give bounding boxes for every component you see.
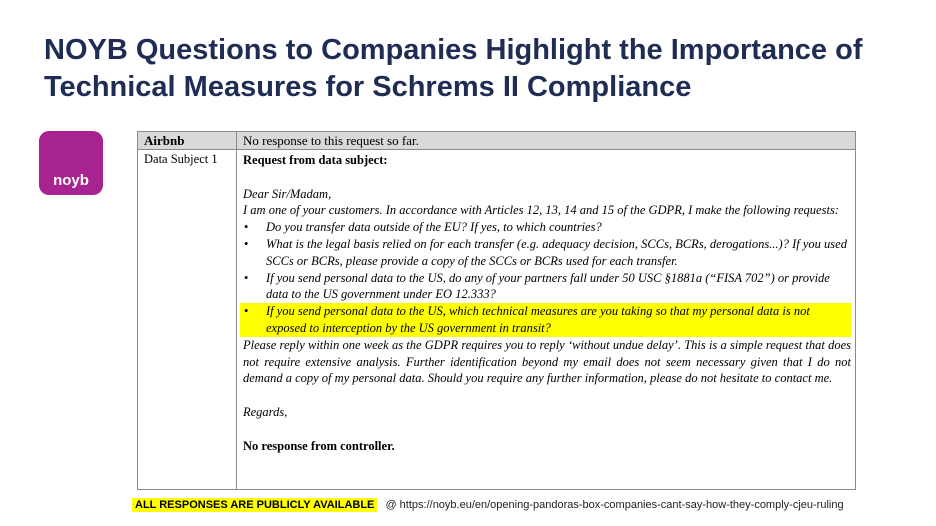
list-item-text: What is the legal basis relied on for each transfer (e.g. adequacy decision, SCCs, BCRs, derogations...)? If you used SCCs or BCRs, please provide a copy of the SCCs or BCRs used for each transfer. (266, 236, 847, 268)
request-list (243, 219, 851, 337)
list-item: • Do you transfer data outside of the EU? If yes, to which countries? (244, 220, 602, 235)
request-body (243, 152, 851, 454)
list-item: • What is the legal basis relied on for each transfer (e.g. adequacy decision, SCCs, BCRs, derogations...)? If you used SCCs or BCRs, please provide a copy of the SCCs or BCRs used for each transfer. (244, 236, 847, 268)
request-closing: Please reply within one week as the GDPR requires you to reply ‘without undue delay’. This is a simple request that does not require extensive analysis. Further identification beyond my email does not seem necessary given that I do not demand a copy of my personal data. Should you require any further information, please do not hesitate to contact me. (243, 337, 851, 386)
footer (132, 499, 844, 511)
request-heading: Request from data subject: (243, 153, 388, 167)
public-notice: ALL RESPONSES ARE PUBLICLY AVAILABLE (132, 498, 377, 512)
noyb-logo (39, 131, 103, 195)
table-header-row (138, 132, 855, 150)
column-divider (236, 132, 237, 489)
company-name: Airbnb (144, 133, 185, 148)
source-link[interactable]: @ https://noyb.eu/en/opening-pandoras-box-companies-cant-say-how-they-comply-cjeu-ruling (385, 499, 844, 511)
list-item-text: If you send personal data to the US, do any of your partners fall under 50 USC §1881a (“FISA 702”) or provide data to the US government under EO 12.333? (266, 270, 830, 302)
list-item-highlighted: • If you send personal data to the US, which technical measures are you taking so that my personal data is not exposed to interception by the US government in transit? (240, 303, 851, 337)
regards: Regards, (243, 404, 288, 419)
logo-text: noyb (53, 172, 89, 189)
list-item-text: Do you transfer data outside of the EU? If yes, to which countries? (266, 220, 602, 235)
list-item: • If you send personal data to the US, do any of your partners fall under 50 USC §1881a (“FISA 702”) or provide data to the US government under EO 12.333? (244, 270, 830, 302)
slide-title: NOYB Questions to Companies Highlight the Importance of Technical Measures for Schrems II Compliance (44, 34, 863, 103)
data-subject-label: Data Subject 1 (144, 152, 218, 166)
request-table (137, 131, 856, 490)
greeting: Dear Sir/Madam, (243, 186, 332, 201)
response-status: No response to this request so far. (243, 133, 419, 148)
request-intro: I am one of your customers. In accordance with Articles 12, 13, 14 and 15 of the GDPR, I make the following requests: (243, 203, 839, 218)
list-item-text: If you send personal data to the US, which technical measures are you taking so that my personal data is not exposed to interception by the US government in transit? (266, 304, 810, 335)
controller-outcome: No response from controller. (243, 438, 395, 453)
